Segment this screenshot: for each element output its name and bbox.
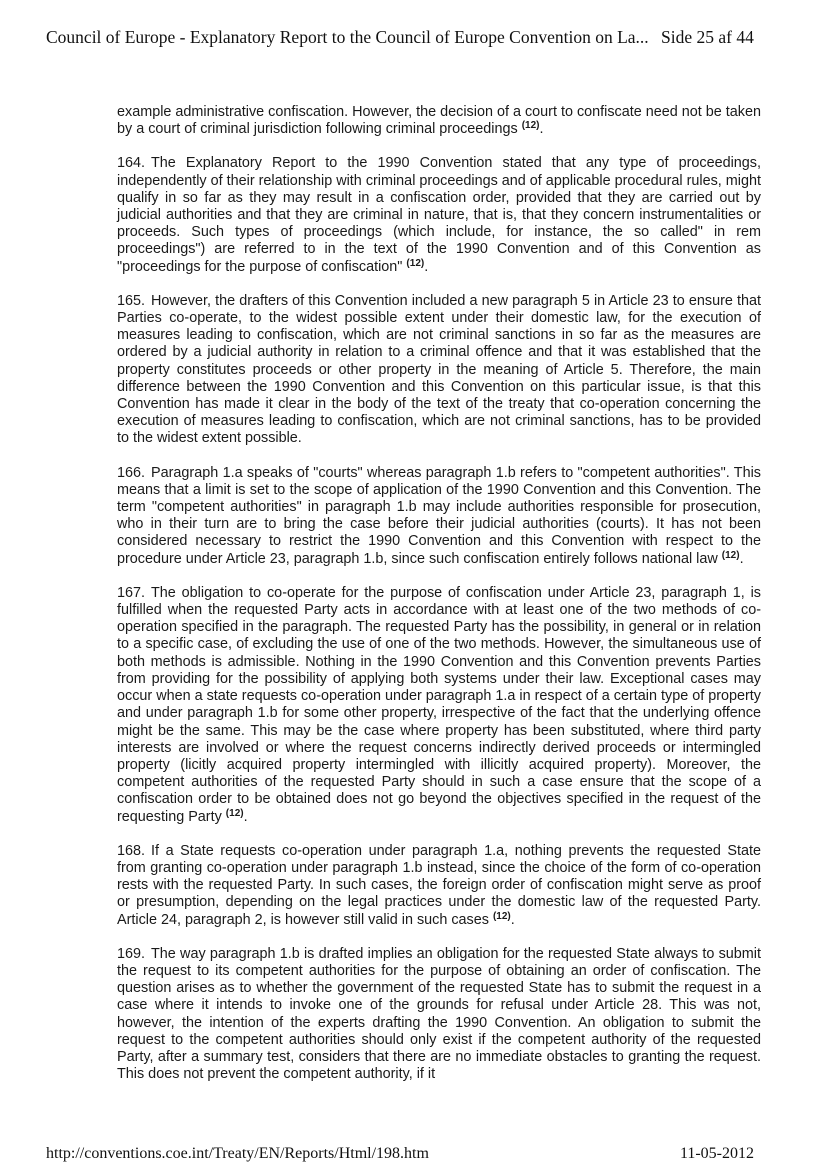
paragraph-number: 165. xyxy=(117,292,146,309)
paragraph-169 xyxy=(117,946,761,1084)
paragraph-number: 166. xyxy=(117,464,146,481)
source-url-link[interactable]: http://conventions.coe.int/Treaty/EN/Reports/Html/198.htm xyxy=(46,1145,429,1162)
paragraph-165 xyxy=(117,293,761,448)
footnote-ref[interactable]: (12) xyxy=(721,549,740,561)
paragraph-text: However, the drafters of this Convention included a new paragraph 5 in Article 23 to ensure that Parties co-operate, to the widest possible extent under their domestic law, for the execution of measures leading to confiscation, which are not criminal sanctions in so far as the measures are ordered by a judicial authority in relation to a criminal offence and that it was established that the property constitutes proceeds or other property in the meaning of Article 5. Therefore, the main difference between the 1990 Convention and this Convention on this particular issue, is that this Convention has made it clear in the body of the text of the treaty that co-operation concerning the execution of measures leading to confiscation, which are not criminal sanctions, has to be provided to the widest extent possible. xyxy=(117,292,761,447)
paragraph-number: 168. xyxy=(117,842,146,859)
paragraph-number: 164. xyxy=(117,155,146,172)
paragraph-number: 169. xyxy=(117,945,146,962)
paragraph-text: If a State requests co-operation under paragraph 1.a, nothing prevents the requested State from granting co-operation under paragraph 1.b instead, since the choice of the form of co-operation rests with the requested Party. In such cases, the foreign order of confiscation might serve as proof or presumption, depending on the legal practices under the domestic law of the requested Party. Article 24, paragraph 2, is however still valid in such cases xyxy=(117,842,761,928)
page-indicator: Side 25 af 44 xyxy=(661,27,754,47)
paragraph-text: Paragraph 1.a speaks of "courts" whereas paragraph 1.b refers to "competent authorities". This means that a limit is set to the scope of application of the 1990 Convention and this Convention. The term "competent authorities" in paragraph 1.b may include authorities responsible for prosecution, who in their turn are to bring the case before their judicial authorities (courts). It has not been considered necessary to restrict the 1990 Convention and this Convention with respect to the procedure under Article 23, paragraph 1.b, since such confiscation entirely follows national law xyxy=(117,464,761,567)
footnote-ref[interactable]: (12) xyxy=(406,257,425,269)
paragraph-168: 168. If a State requests co-operation under paragraph 1.a, nothing prevents the requested State from granting co-operation under paragraph 1.b instead, since the choice of the form of co-operation rests with the requested Party. In such cases, the foreign order of confiscation might serve as proof or presumption, depending on the legal practices under the domestic law of the requested Party. Article 24, paragraph 2, is however still valid in such cases $^{(12)}$. xyxy=(117,842,761,928)
page-header xyxy=(46,27,786,48)
paragraph-164: 164. The Explanatory Report to the 1990 Convention stated that any type of proceedings, independently of their relationship with criminal proceedings and of applicable procedural rules, might qualify in so far as they may result in a confiscation order, provided that they are carried out by judicial authorities and that they are criminal in nature, that is, that they concern instrumentalities or proceeds. Such types of proceedings (which include, for instance, the so called" in rem proceedings") are referred to in the text of the 1990 Convention and of this Convention as "proceedings for the purpose of confiscation" $^{(12)}$. xyxy=(117,155,761,275)
paragraph-167: 167. The obligation to co-operate for the purpose of confiscation under Article 23, paragraph 1, is fulfilled when the requested Party acts in accordance with at least one of the two methods of co-operation specified in the paragraph. The requested Party has the possibility, in general or in relation to a specific case, of excluding the use of one of the two methods. However, the simultaneous use of both methods is admissible. Nothing in the 1990 Convention and this Convention prevents Parties from providing for the possibility of applying both systems under their law. Exceptional cases may occur when a state requests co-operation under paragraph 1.a in respect of a certain type of property and under paragraph 1.b for some other property, irrespective of the fact that the underlying offence might be the same. This may be the case where property has been substituted, where third party interests are involved or where the request concerns indirectly derived proceeds or intermingled property (licitly acquired property intermingled with illicitly acquired property). Moreover, the competent authorities of the requested Party should in such a case ensure that the scope of a confiscation order to be obtained does not go beyond the objectives specified in the request of the requesting Party $^{(12)}$. xyxy=(117,584,761,825)
paragraph-text: The way paragraph 1.b is drafted implies an obligation for the requested State always to submit the request to its competent authorities for the purpose of obtaining an order of confiscation. The question arises as to whether the government of the requested State has to submit the request in a case where it intends to invoke one of the grounds for refusal under Article 28. This was not, however, the intention of the experts drafting the 1990 Convention. An obligation to submit the request to the competent authorities should only exist if the competent authority of the requested Party, after a summary test, considers that there are no immediate obstacles to granting the request. This does not prevent the competent authority, if it xyxy=(117,945,761,1083)
page-footer xyxy=(46,1145,754,1163)
footnote-ref[interactable]: (12) xyxy=(492,910,511,922)
document-title: Council of Europe - Explanatory Report to the Council of Europe Convention on La... xyxy=(46,27,649,47)
footnote-ref[interactable]: (12) xyxy=(521,120,540,132)
paragraph-continued: example administrative confiscation. However, the decision of a court to confiscate need not be taken by a court of criminal jurisdiction following criminal proceedings $^{(12)}$. xyxy=(117,104,761,138)
paragraph-text: example administrative confiscation. However, the decision of a court to confiscate need not be taken by a court of criminal jurisdiction following criminal proceedings xyxy=(117,104,761,138)
document-body xyxy=(117,104,761,1100)
paragraph-text: The Explanatory Report to the 1990 Convention stated that any type of proceedings, independently of their relationship with criminal proceedings and of applicable procedural rules, might qualify in so far as they may result in a confiscation order, provided that they are carried out by judicial authorities and that they are criminal in nature, that is, that they concern instrumentalities or proceeds. Such types of proceedings (which include, for instance, the so called" in rem proceedings") are referred to in the text of the 1990 Convention and of this Convention as "proceedings for the purpose of confiscation" xyxy=(117,155,761,275)
footnote-ref[interactable]: (12) xyxy=(225,807,244,819)
paragraph-text: The obligation to co-operate for the purpose of confiscation under Article 23, paragraph 1, is fulfilled when the requested Party acts in accordance with at least one of the two methods of co-operation specified in the paragraph. The requested Party has the possibility, in general or in relation to a specific case, of excluding the use of one of the two methods. However, the simultaneous use of both methods is admissible. Nothing in the 1990 Convention and this Convention prevents Parties from providing for the possibility of applying both systems under their law. Exceptional cases may occur when a state requests co-operation under paragraph 1.a in respect of a certain type of property and under paragraph 1.b for some other property, irrespective of the fact that the underlying offence might be the same. This may be the case where property has been substituted, where third party interests are involved or where the request concerns indirectly derived proceeds or intermingled property (licitly acquired property intermingled with illicitly acquired property). Moreover, the competent authorities of the requested Party should in such a case ensure that the scope of a confiscation order to be obtained does not go beyond the objectives specified in the request of the requesting Party xyxy=(117,584,761,825)
paragraph-number: 167. xyxy=(117,584,146,601)
paragraph-166: 166. Paragraph 1.a speaks of "courts" whereas paragraph 1.b refers to "competent authorities". This means that a limit is set to the scope of application of the 1990 Convention and this Convention. The term "competent authorities" in paragraph 1.b may include authorities responsible for prosecution, who in their turn are to bring the case before their judicial authorities (courts). It has not been considered necessary to restrict the 1990 Convention and this Convention with respect to the procedure under Article 23, paragraph 1.b, since such confiscation entirely follows national law $^{(12)}$. xyxy=(117,464,761,567)
print-date: 11-05-2012 xyxy=(679,1145,754,1162)
